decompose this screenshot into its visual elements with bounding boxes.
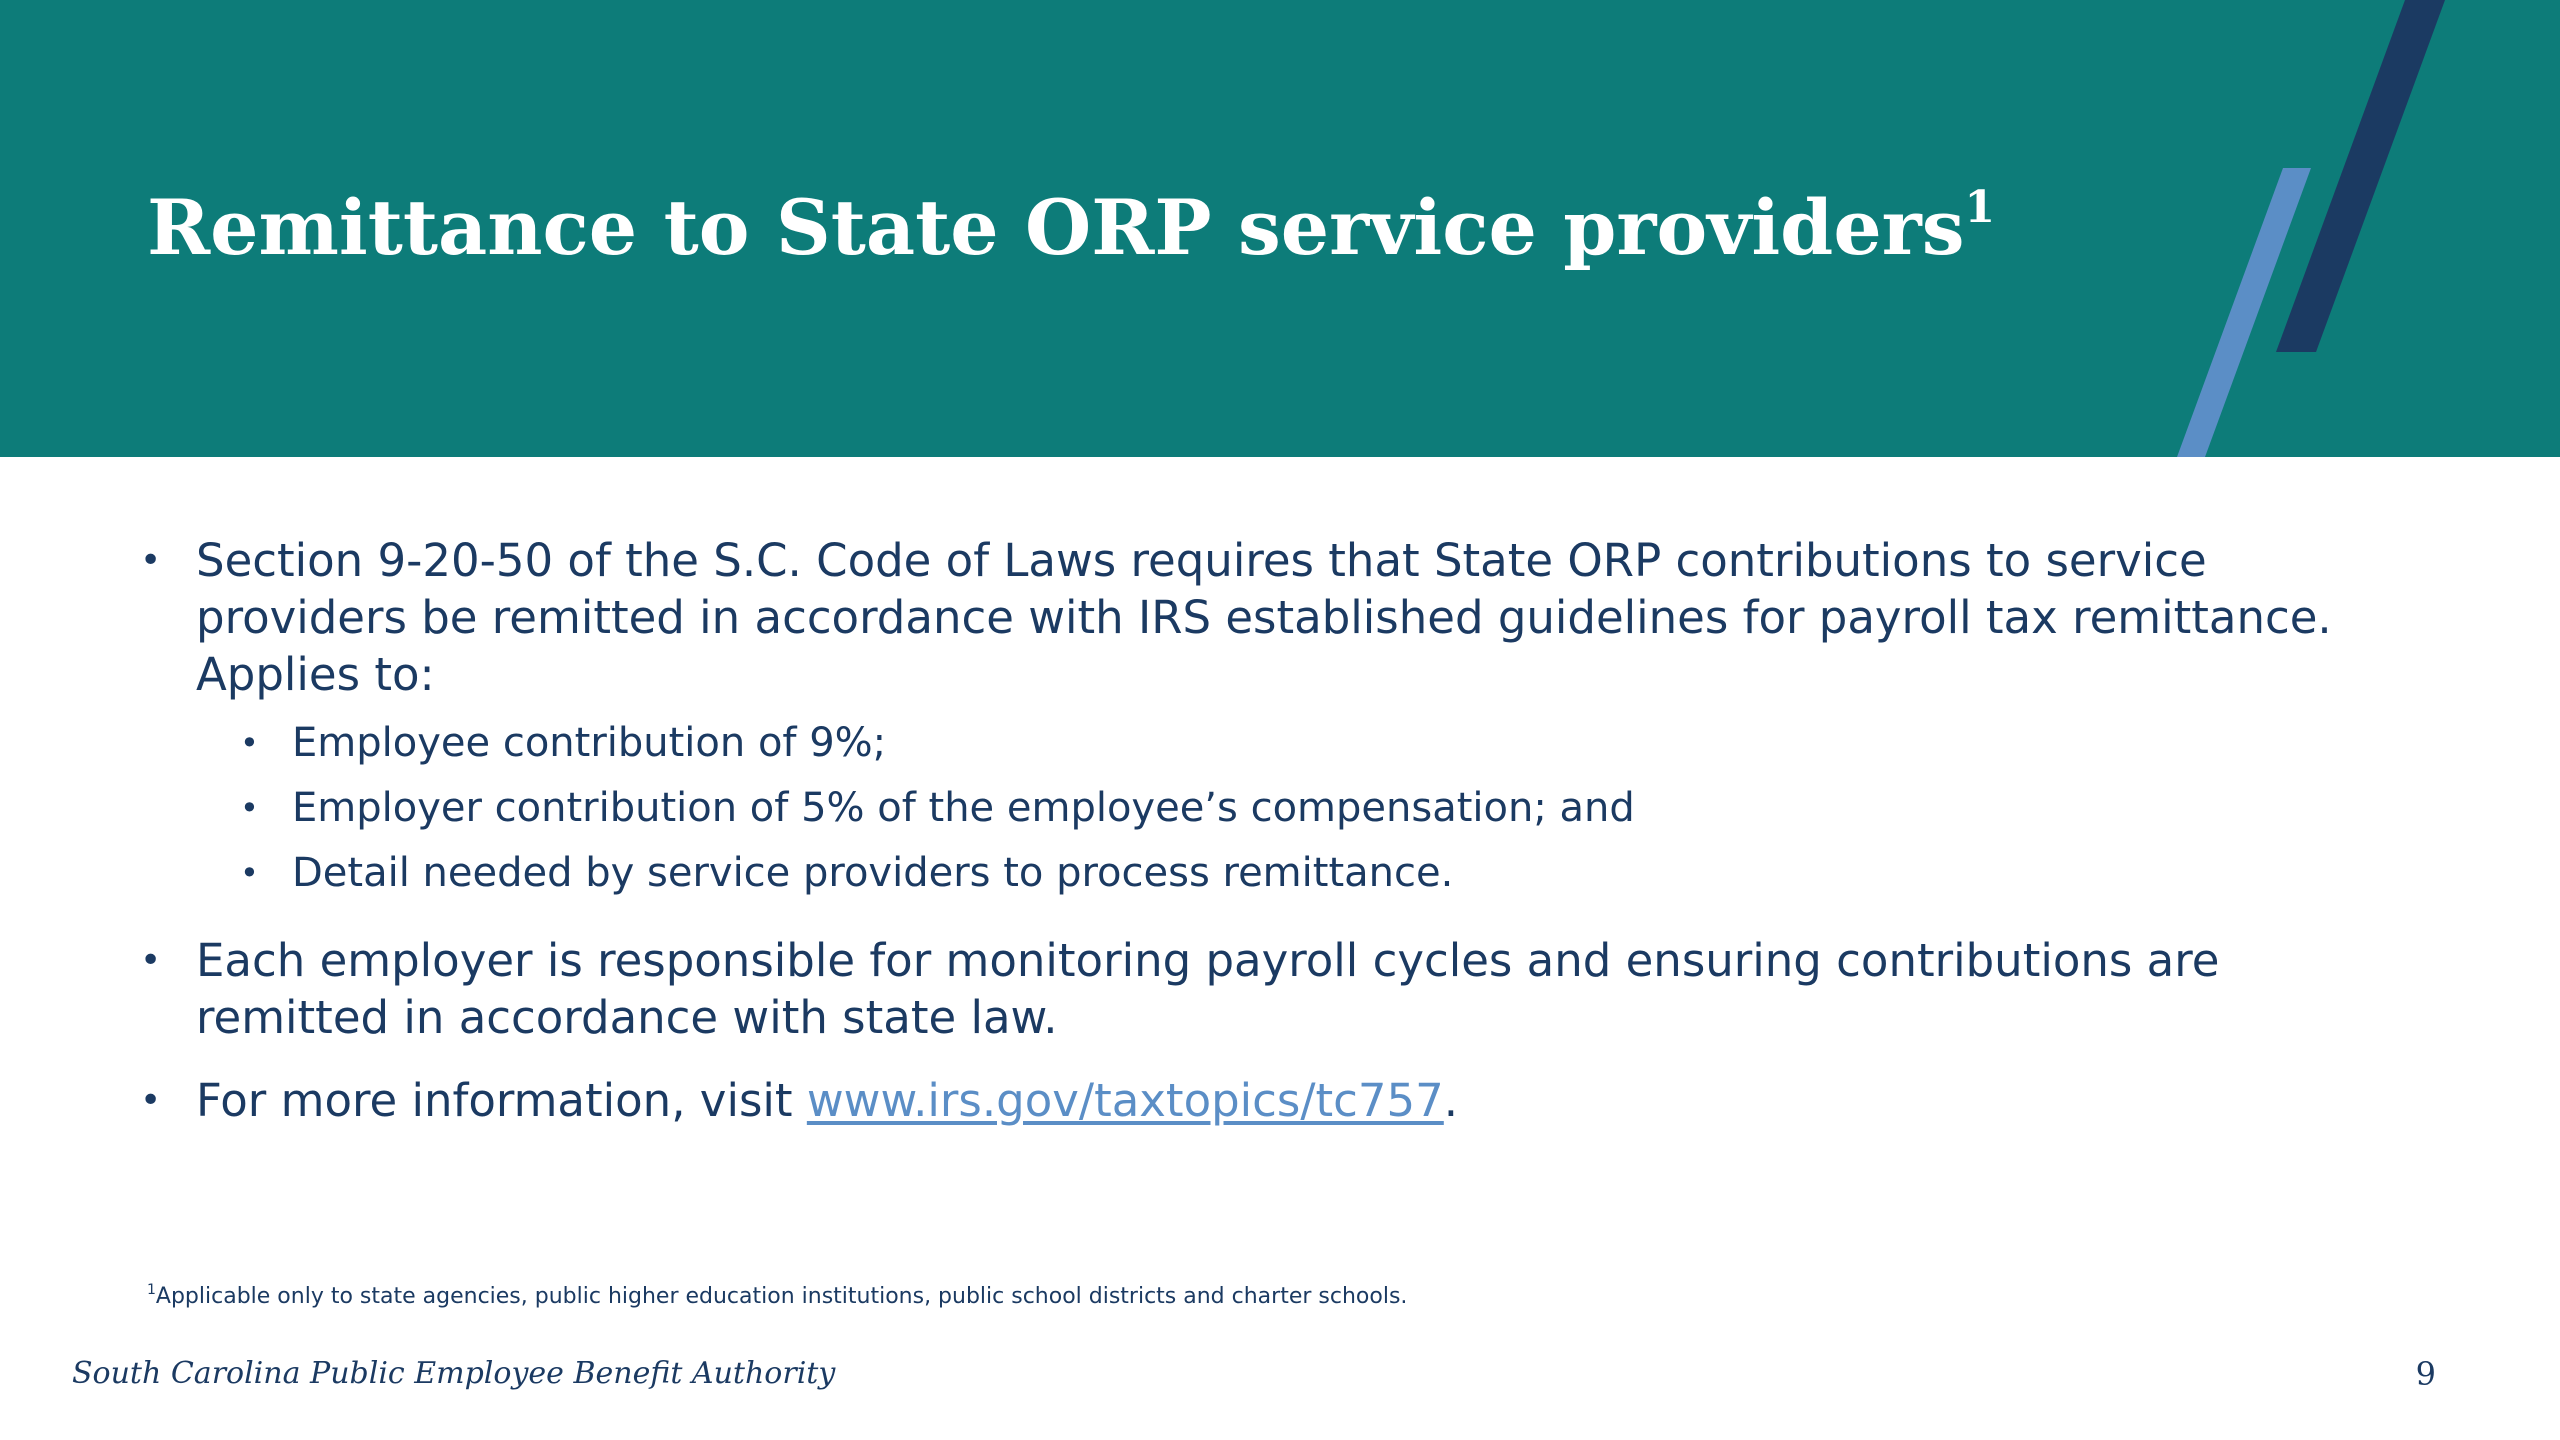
bullet-item <box>140 532 2420 906</box>
slide-title <box>147 178 1995 278</box>
slide-content <box>140 532 2420 1155</box>
header-band <box>0 0 2560 457</box>
footnote-marker: 1 <box>147 1282 156 1298</box>
bullet-item <box>140 1072 2420 1129</box>
bullet-text: Section 9-20-50 of the S.C. Code of Laws requires that State ORP contributions to service providers be remitted in accordance with IRS established guidelines for payroll tax remittance. Applies to: <box>196 534 2332 701</box>
sub-bullet-item: • Detail needed by service providers to process remittance. <box>196 841 2420 906</box>
irs-tax-topic-link[interactable]: www.irs.gov/taxtopics/tc757 <box>806 1074 1444 1127</box>
slide-title-text: Remittance to State ORP service providers <box>147 183 1965 272</box>
footnote-text: Applicable only to state agencies, public higher education institutions, public school districts and charter schools. <box>155 1284 1408 1309</box>
page-number: 9 <box>2415 1355 2436 1393</box>
sub-bullet-item: • Employee contribution of 9%; <box>196 711 2420 776</box>
footnote <box>147 1282 1407 1312</box>
sub-bullet-item: • Employer contribution of 5% of the employee’s compensation; and <box>196 776 2420 841</box>
bullet-text: For more information, visit <box>196 1074 807 1127</box>
bullet-list <box>140 532 2420 1129</box>
bullet-text-end: . <box>1443 1074 1459 1127</box>
title-superscript: 1 <box>1964 182 1996 233</box>
bullet-item <box>140 932 2420 1046</box>
bullet-text: Each employer is responsible for monitoring payroll cycles and ensuring contributions are remitted in accordance with state law. <box>196 934 2220 1044</box>
footer-organization: South Carolina Public Employee Benefit Authority <box>72 1356 836 1391</box>
sub-bullet-list <box>196 711 2420 906</box>
